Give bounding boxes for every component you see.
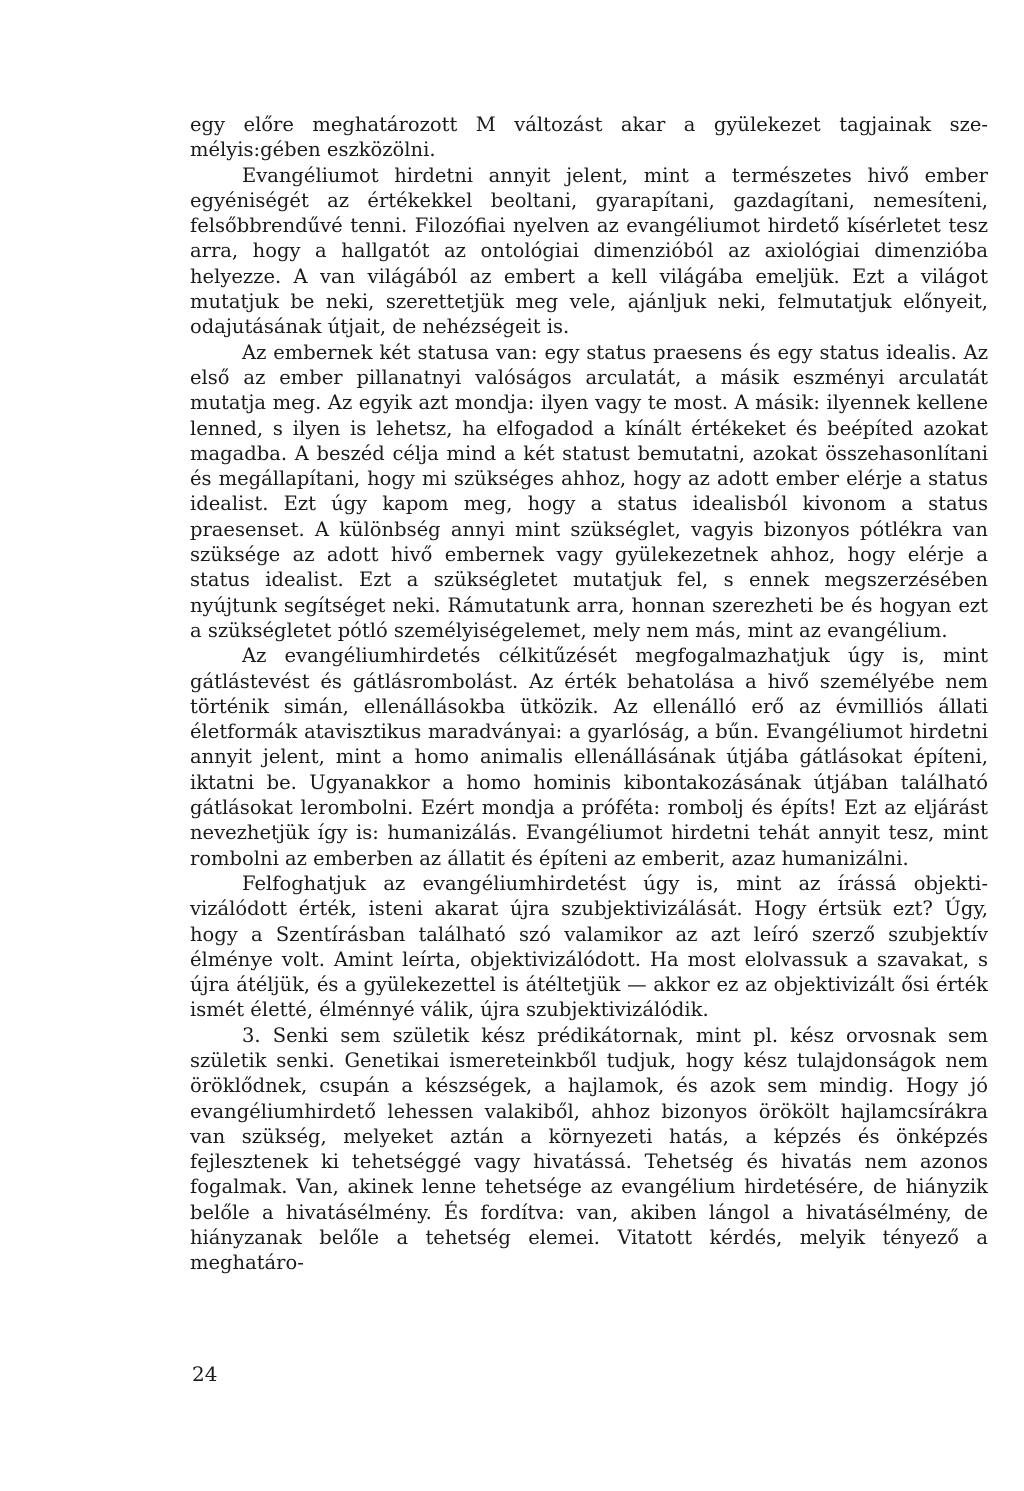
paragraph: Felfoghatjuk az evangéliumhirdetést úgy is, mint az írássá objektivizálódott érték, isteni akarat újra szubjektivizálását. Hogy értsük ezt? Úgy, hogy a Szentírásban található szó valamikor az azt leíró szerző szubjektív élménye volt. Amint leírta, objektivizálódott. Ha most elolvassuk a szavakat, s újra átéljük, és a gyülekezettel is átéltetjük — akkor ez az objektivizált ősi érték ismét életté, élménnyé válik, újra szubjektivizálódik.	[190, 871, 988, 1022]
page-body	[190, 112, 988, 1276]
paragraph: Evangéliumot hirdetni annyit jelent, mint a természetes hivő ember egyéniségét az értékekkel beoltani, gyarapítani, gazdagítani, nemesíteni, felsőbbrendűvé tenni. Filozófiai nyelven az evangéliumot hirdető kísérletet tesz arra, hogy a hallgatót az ontológiai dimenzióból az axiológiai dimenzióba helyezze. A van világából az embert a kell világába emeljük. Ezt a világot mutatjuk be neki, szerettetjük meg vele, ajánljuk neki, felmutatjuk előnyeit, odajutásának útjait, de nehézségeit is.	[190, 163, 988, 339]
paragraph-continuation: egy előre meghatározott M változást akar a gyülekezet tagjainak személyis:gében eszközölni.	[190, 113, 988, 162]
page-number: 24	[192, 1362, 218, 1386]
paragraph-numbered: 3. Senki sem születik kész prédikátornak, mint pl. kész orvosnak sem születik senki. Genetikai ismereteinkből tudjuk, hogy kész tulajdonságok nem öröklődnek, csupán a készségek, a hajlamok, és azok sem mindig. Hogy jó evangéliumhirdető lehessen valakiből, ahhoz bizonyos örökölt hajlamcsírákra van szükség, melyeket aztán a környezeti hatás, a képzés és önképzés fejlesztenek ki tehetséggé vagy hivatássá. Tehetség és hivatás nem azonos fogalmak. Van, akinek lenne tehetsége az evangélium hirdetésére, de hiányzik belőle a hivatásélmény. És fordítva: van, akiben lángol a hivatásélmény, de hiányzanak belőle a tehetség elemei. Vitatott kérdés, melyik tényező a meghatáro-	[190, 1023, 988, 1275]
paragraph: Az evangéliumhirdetés célkitűzését megfogalmazhatjuk úgy is, mint gátlástevést és gátlásrombolást. Az érték behatolása a hivő személyébe nem történik simán, ellenállásokba ütközik. Az ellenálló erő az évmilliós állati életformák atavisztikus maradványai: a gyarlóság, a bűn. Evangéliumot hirdetni annyit jelent, mint a homo animalis ellenállásának útjába gátlásokat építeni, iktatni be. Ugyanakkor a homo hominis kibontakozásának útjában található gátlásokat lerombolni. Ezért mondja a próféta: rombolj és építs! Ezt az eljárást nevezhetjük így is: humanizálás. Evangéliumot hirdetni tehát annyit tesz, mint rombolni az emberben az állatit és építeni az emberit, azaz humanizálni.	[190, 644, 988, 870]
paragraph: Az embernek két statusa van: egy status praesens és egy status idealis. Az első az ember pillanatnyi valóságos arculatát, a másik eszményi arculatát mutatja meg. Az egyik azt mondja: ilyen vagy te most. A másik: ilyennek kellene lenned, s ilyen is lehetsz, ha elfogadod a kínált értékeket és beépíted azokat magadba. A beszéd célja mind a két statust bemutatni, azokat összehasonlítani és megállapítani, hogy mi szükséges ahhoz, hogy az adott ember elérje a status idealist. Ezt úgy kapom meg, hogy a status idealisból kivonom a status praesenset. A különbség annyi mint szükséglet, vagyis bizonyos pótlékra van szüksége az adott hivő embernek vagy gyülekezetnek ahhoz, hogy elérje a status idealist. Ezt a szükségletet mutatjuk fel, s ennek megszerzésében nyújtunk segítséget neki. Rámutatunk arra, honnan szerezheti be és hogyan ezt a szükségletet pótló személyiségelemet, mely nem más, mint az evangélium.	[190, 340, 988, 642]
